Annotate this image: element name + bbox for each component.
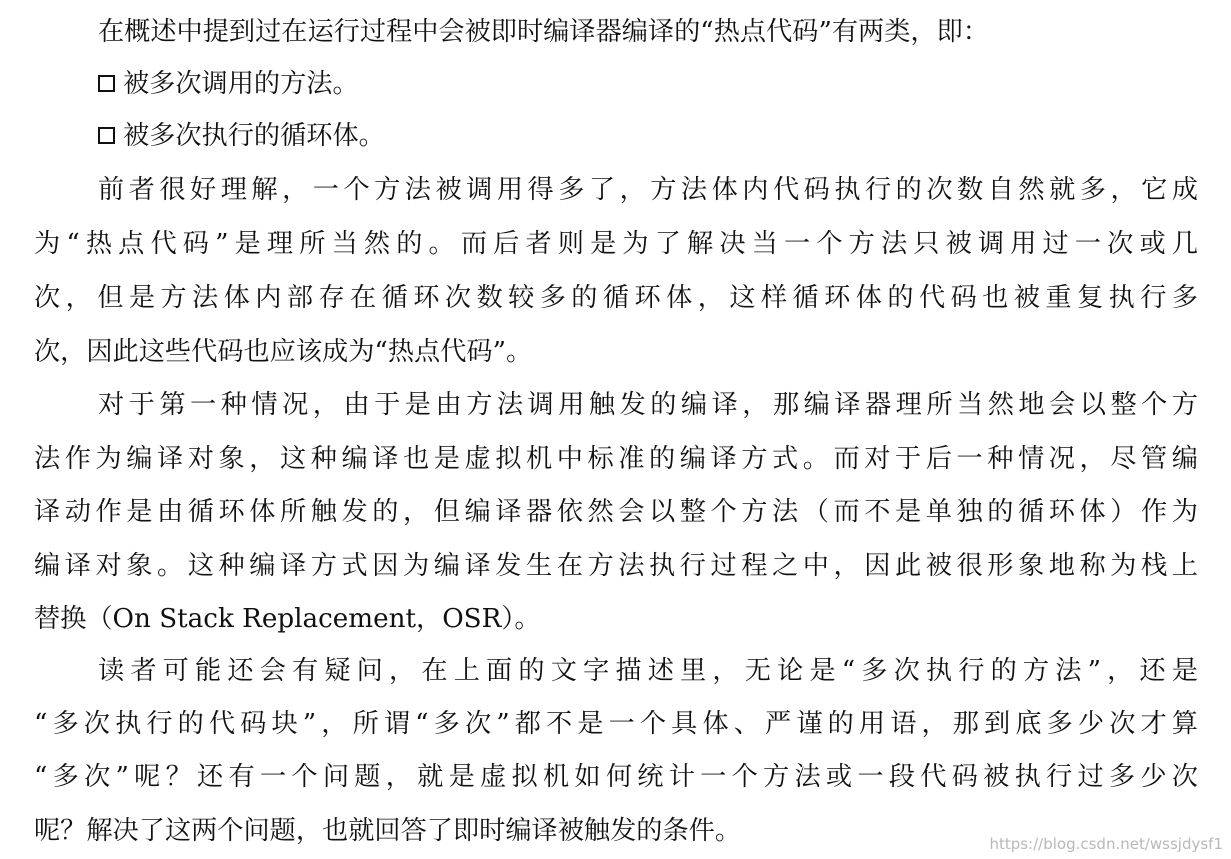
paragraph-line: 对于第一种情况，由于是由方法调用触发的编译，那编译器理所当然地会以整个方: [98, 390, 1198, 420]
paragraph-line: 编译对象。这种编译方式因为编译发生在方法执行过程之中，因此被很形象地称为栈上: [34, 551, 1198, 581]
paragraph-line: “多次”呢？还有一个问题，就是虚拟机如何统计一个方法或一段代码被执行过多少次: [34, 762, 1198, 792]
watermark: https://blog.csdn.net/wssjdysf1: [989, 835, 1223, 853]
paragraph-line: 次，因此这些代码也应该成为“热点代码”。: [34, 337, 533, 367]
checkbox-icon: [98, 127, 115, 144]
bullet-item-1-text: 被多次调用的方法。: [123, 69, 359, 99]
paragraph-line: 读者可能还会有疑问，在上面的文字描述里，无论是“多次执行的方法”，还是: [98, 656, 1198, 686]
checkbox-icon: [98, 75, 115, 92]
paragraph-line: 替换（On Stack Replacement，OSR）。: [34, 604, 541, 634]
paragraph-line: 呢？解决了这两个问题，也就回答了即时编译被触发的条件。: [34, 816, 742, 846]
paragraph-line: 译动作是由循环体所触发的，但编译器依然会以整个方法（而不是单独的循环体）作为: [34, 497, 1198, 527]
bullet-item-1: [98, 57, 359, 111]
intro-line: 在概述中提到过在运行过程中会被即时编译器编译的“热点代码”有两类，即：: [98, 17, 989, 47]
paragraph-line: 前者很好理解，一个方法被调用得多了，方法体内代码执行的次数自然就多，它成: [98, 175, 1198, 205]
paragraph-line: “多次执行的代码块”，所谓“多次”都不是一个具体、严谨的用语，那到底多少次才算: [34, 709, 1198, 739]
paragraph-line: 为“热点代码”是理所当然的。而后者则是为了解决当一个方法只被调用过一次或几: [34, 229, 1198, 259]
paragraph-line: 法作为编译对象，这种编译也是虚拟机中标准的编译方式。而对于后一种情况，尽管编: [34, 444, 1198, 474]
paragraph-line: 次，但是方法体内部存在循环次数较多的循环体，这样循环体的代码也被重复执行多: [34, 283, 1198, 313]
bullet-item-2: [98, 109, 385, 163]
bullet-item-2-text: 被多次执行的循环体。: [123, 121, 385, 151]
